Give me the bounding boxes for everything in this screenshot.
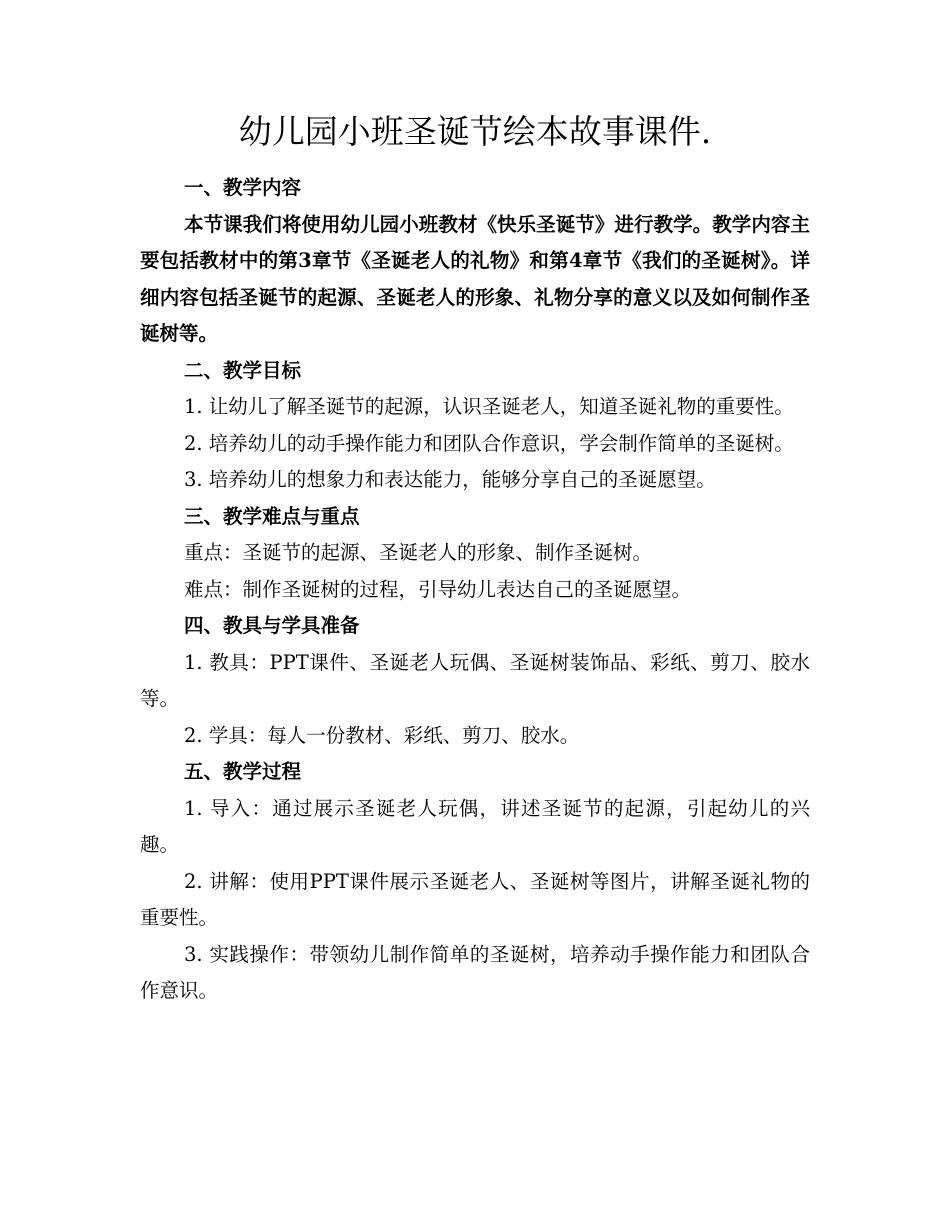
paragraph: 本节课我们将使用幼儿园小班教材《快乐圣诞节》进行教学。教学内容主要包括教材中的第3章节《圣诞老人的礼物》和第4章节《我们的圣诞树》。详细内容包括圣诞节的起源、圣诞老人的形象、礼物分享的意义以及如何制作圣诞树等。 <box>140 212 810 345</box>
paragraph: 1. 让幼儿了解圣诞节的起源，认识圣诞老人，知道圣诞礼物的重要性。 <box>184 395 794 418</box>
section-heading-key-points: 三、教学难点与重点 <box>184 504 360 528</box>
paragraph: 3. 实践操作：带领幼儿制作简单的圣诞树，培养动手操作能力和团队合作意识。 <box>140 942 810 1002</box>
paragraph: 3. 培养幼儿的想象力和表达能力，能够分享自己的圣诞愿望。 <box>184 468 716 491</box>
section-heading-teaching-goals: 二、教学目标 <box>184 358 302 382</box>
paragraph: 1. 教具：PPT课件、圣诞老人玩偶、圣诞树装饰品、彩纸、剪刀、胶水等。 <box>140 650 810 710</box>
section-heading-teaching-process: 五、教学过程 <box>184 760 302 783</box>
paragraph: 重点：圣诞节的起源、圣诞老人的形象、制作圣诞树。 <box>184 541 653 564</box>
section-heading-teaching-content: 一、教学内容 <box>184 176 302 199</box>
document-title: 幼儿园小班圣诞节绘本故事课件. <box>238 112 712 151</box>
paragraph: 难点：制作圣诞树的过程，引导幼儿表达自己的圣诞愿望。 <box>184 577 692 601</box>
paragraph: 2. 学具：每人一份教材、彩纸、剪刀、胶水。 <box>184 723 580 747</box>
paragraph: 2. 培养幼儿的动手操作能力和团队合作意识，学会制作简单的圣诞树。 <box>184 431 794 455</box>
document-body <box>140 170 810 1010</box>
paragraph: 2. 讲解：使用PPT课件展示圣诞老人、圣诞树等图片，讲解圣诞礼物的重要性。 <box>140 869 810 929</box>
section-heading-materials: 四、教具与学具准备 <box>184 614 360 637</box>
paragraph: 1. 导入：通过展示圣诞老人玩偶，讲述圣诞节的起源，引起幼儿的兴趣。 <box>140 796 810 856</box>
